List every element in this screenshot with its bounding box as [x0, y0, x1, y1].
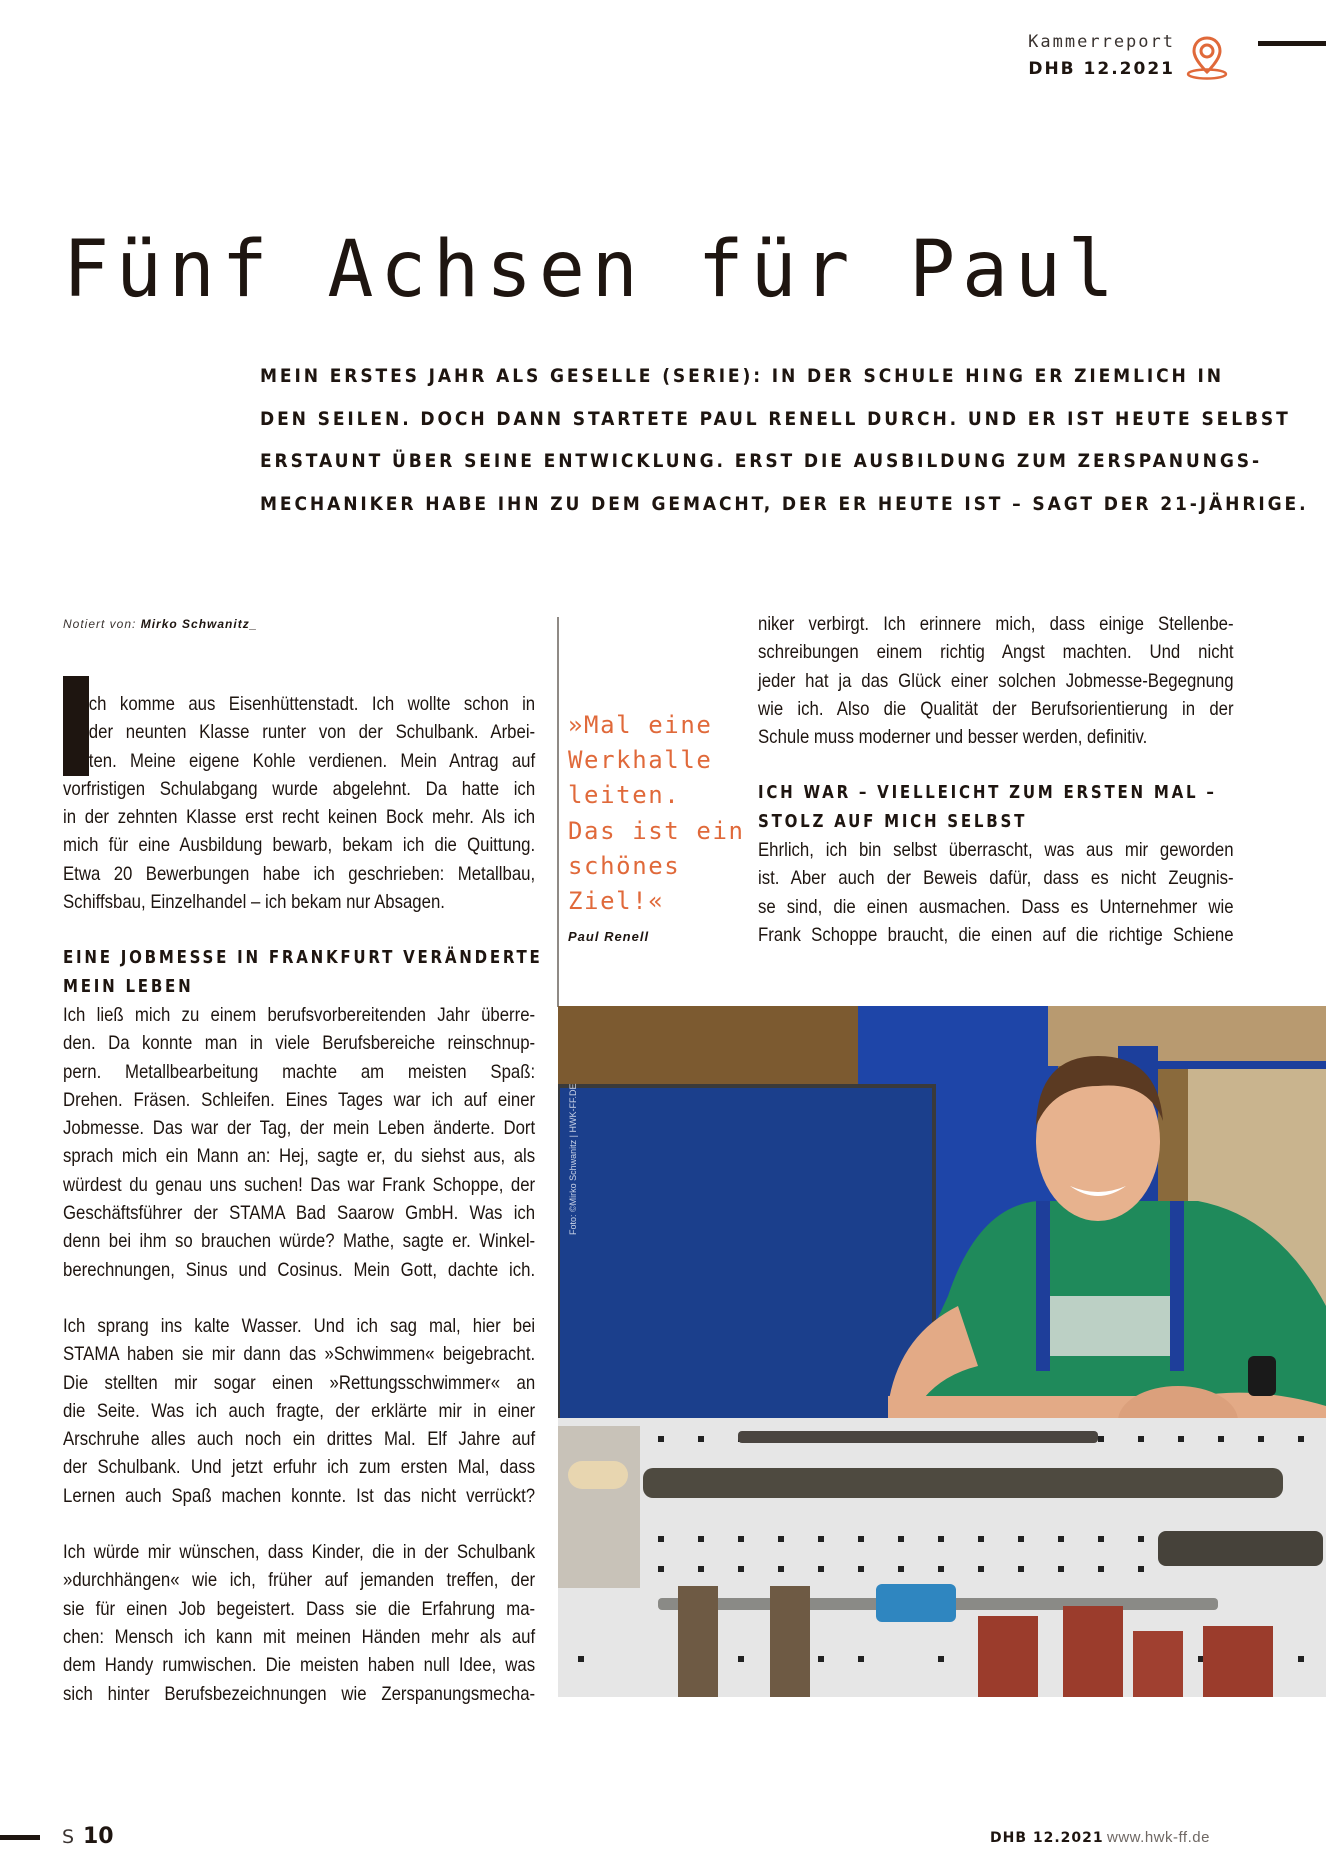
photo-credit: Foto: ©Mirko Schwanitz | HWK-FF.DE — [568, 1083, 578, 1235]
text-line: Geschäftsführer der STAMA Bad Saarow GmbH. Was ich — [63, 1202, 536, 1225]
left-column — [63, 690, 543, 1708]
location-pin-icon — [1185, 34, 1229, 82]
text-line: schreibungen einem richtig Angst machten. Und nicht — [758, 641, 1234, 664]
footer-issue: DHB 12.2021 — [990, 1830, 1104, 1846]
text-line: sich hinter Berufsbezeichnungen wie Zerspanungsmecha- — [63, 1682, 536, 1705]
text-line: ten. Meine eigene Kohle verdienen. Mein Antrag auf — [88, 749, 536, 772]
quote-line: »Mal eine — [568, 711, 713, 739]
pull-quote-author: Paul Renell — [568, 929, 650, 944]
page-number: 10 — [83, 1824, 114, 1849]
paragraph — [758, 610, 1234, 751]
deck-line: DEN SEILEN. DOCH DANN STARTETE PAUL RENELL DURCH. UND ER IST HEUTE SELBST — [260, 407, 1291, 430]
text-line: Jobmesse. Das war der Tag, der mein Leben änderte. Dort — [63, 1117, 536, 1140]
text-line: pern. Metallbearbeitung machte am meisten Spaß: — [63, 1060, 536, 1083]
text-line: Ich würde mir wünschen, dass Kinder, die in der Schulbank — [63, 1541, 536, 1564]
paragraph — [63, 1538, 535, 1708]
workshop-photo-illustration — [558, 1006, 1326, 1697]
text-line: würdest du genau uns suchen! Das war Frank Schoppe, der — [63, 1173, 536, 1196]
right-column — [758, 610, 1234, 949]
deck-line: MEIN ERSTES JAHR ALS GESELLE (SERIE): IN DER SCHULE HING ER ZIEMLICH IN — [260, 365, 1224, 387]
header-rule — [1258, 41, 1326, 46]
text-line: Lernen auch Spaß machen konnte. Ist das nicht verrückt? — [63, 1484, 536, 1507]
subhead-stolz: ICH WAR – VIELLEICHT ZUM ERSTEN MAL – STOLZ AUF MICH SELBST — [758, 783, 1217, 832]
byline-label: Notiert von: — [63, 617, 137, 631]
text-line: Arschruhe alles auch noch ein drittes Mal. Elf Jahre auf — [63, 1428, 536, 1451]
paragraph — [63, 1001, 535, 1284]
quote-line: Werkhalle — [568, 746, 713, 775]
quote-line: Ziel!« — [568, 887, 665, 916]
column-divider — [557, 617, 559, 1007]
text-line: denn bei ihm so brauchen würde? Mathe, sagte er. Winkel- — [63, 1230, 536, 1253]
text-line: Die stellten mir sogar einen »Rettungsschwimmer« an — [63, 1371, 536, 1394]
text-line: den. Da konnte man in viele Berufsbereiche reinschnup- — [63, 1032, 536, 1055]
text-line: chen: Mensch ich kann mit meinen Händen mehr als auf — [63, 1625, 536, 1648]
text-line: se sind, die einen ausmachen. Dass es Unternehmer wie — [758, 895, 1234, 918]
section-label: Kammerreport — [1028, 32, 1175, 52]
text-line: in der zehnten Klasse erst recht keinen Bock mehr. Als ich — [63, 806, 536, 829]
pull-quote — [568, 708, 745, 919]
text-line: Ich sprang ins kalte Wasser. Und ich sag mal, hier bei — [63, 1314, 536, 1337]
page-prefix: S — [62, 1826, 75, 1848]
paragraph — [63, 1312, 535, 1510]
text-line: dem Handy rumwischen. Die meisten haben null Idee, was — [63, 1654, 536, 1677]
text-line: Ehrlich, ich bin selbst überrascht, was aus mir geworden — [758, 839, 1234, 862]
issue-label: DHB 12.2021 — [1028, 59, 1175, 79]
subhead-jobmesse: EINE JOBMESSE IN FRANKFURT VERÄNDERTE MEIN LEBEN — [63, 948, 543, 997]
text-line: Etwa 20 Bewerbungen habe ich geschrieben: Metallbau, — [63, 862, 536, 885]
footer-url[interactable]: www.hwk-ff.de — [1107, 1829, 1210, 1846]
quote-line: leiten. — [568, 781, 681, 810]
text-line: Ich ließ mich zu einem berufsvorbereitenden Jahr überre- — [63, 1003, 536, 1026]
quote-line: Das ist ein — [568, 816, 745, 845]
text-line: Frank Schoppe braucht, die einen auf die richtige Schiene — [758, 923, 1234, 946]
text-line: sprach mich ein Mann an: Hej, sagte er, du siehst aus, als — [63, 1145, 536, 1168]
byline-author: Mirko Schwanitz_ — [140, 617, 258, 631]
text-line: wie ich. Also die Qualität der Berufsorientierung in der — [758, 697, 1234, 720]
article-title: Fünf Achsen für Paul — [63, 225, 1121, 315]
text-line: Schule muss moderner und besser werden, definitiv. — [758, 726, 1148, 749]
text-line: der neunten Klasse runter von der Schulbank. Arbei- — [88, 721, 536, 744]
deck-line: MECHANIKER HABE IHN ZU DEM GEMACHT, DER ER HEUTE IST – SAGT DER 21-JÄHRIGE. — [260, 492, 1309, 515]
footer-rule — [0, 1835, 40, 1840]
article-deck — [260, 355, 1309, 525]
byline — [63, 617, 257, 631]
text-line: ist. Aber auch der Beweis dafür, dass es nicht Zeugnis- — [758, 867, 1234, 890]
text-line: berechnungen, Sinus und Cosinus. Mein Gott, dachte ich. — [63, 1258, 536, 1281]
text-line: jeder hat ja das Glück einer solchen Jobmesse-Begegnung — [758, 669, 1234, 692]
deck-line: ERSTAUNT ÜBER SEINE ENTWICKLUNG. ERST DIE AUSBILDUNG ZUM ZERSPANUNGS- — [260, 450, 1262, 472]
text-line: niker verbirgt. Ich erinnere mich, dass einige Stellenbe- — [758, 613, 1234, 635]
text-line: Drehen. Fräsen. Schleifen. Eines Tages war ich auf einer — [63, 1088, 536, 1111]
text-line: Schiffsbau, Einzelhandel – ich bekam nur Absagen. — [63, 891, 445, 914]
text-line: mich für eine Ausbildung bewarb, bekam ich die Quittung. — [63, 834, 536, 857]
quote-line: schönes — [568, 851, 681, 880]
text-line: der Schulbank. Und jetzt erfuhr ich zum ersten Mal, dass — [63, 1456, 536, 1479]
text-line: ch komme aus Eisenhüttenstadt. Ich wollte schon in — [88, 693, 536, 715]
paragraph — [758, 836, 1234, 949]
text-line: vorfristigen Schulabgang wurde abgelehnt. Da hatte ich — [63, 777, 536, 800]
intro-paragraph — [63, 690, 535, 916]
text-line: die Seite. Was ich auch fragte, der erklärte mir in einer — [63, 1399, 536, 1422]
text-line: »durchhängen« wie ich, früher auf jemanden treffen, der — [63, 1569, 536, 1592]
article-photo — [558, 1006, 1326, 1697]
text-line: sie für einen Job begeistert. Dass sie die Erfahrung ma- — [63, 1597, 536, 1620]
text-line: STAMA haben sie mir dann das »Schwimmen« beigebracht. — [63, 1343, 536, 1366]
